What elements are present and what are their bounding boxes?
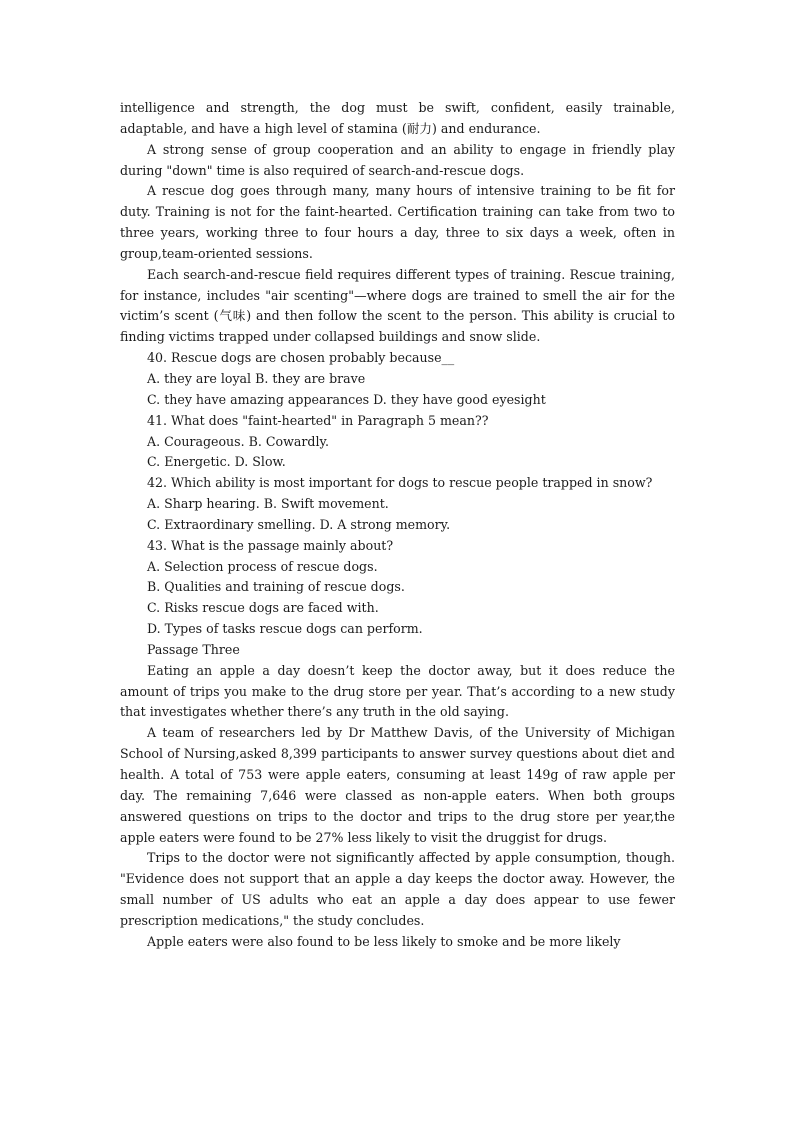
question-stem: 41. What does "faint-hearted" in Paragraph 5 mean?? (147, 412, 489, 428)
question-option: C. Risks rescue dogs are faced with. (147, 600, 379, 616)
paragraph: A strong sense of group cooperation and an ability to engage in friendly play during "down" time is also required of search-and-rescue dogs. (120, 141, 675, 178)
question-options: C. Extraordinary smelling. D. A strong memory. (147, 516, 451, 532)
document-body (120, 98, 675, 953)
question-options: A. Courageous. B. Cowardly. (147, 433, 329, 449)
question-stem: 42. Which ability is most important for dogs to rescue people trapped in snow? (147, 475, 653, 491)
paragraph: A rescue dog goes through many, many hours of intensive training to be fit for duty. Training is not for the faint-hearted. Certification training can take from two to three years, working three to four hours a day, three to six days a week, often in group,team-oriented sessions. (120, 183, 675, 261)
paragraph: Trips to the doctor were not significantly affected by apple consumption, though. "Evidence does not support that an apple a day keeps the doctor away. However, the small number of US adults who eat an apple a day does appear to use fewer prescription medications," the study concludes. (120, 850, 675, 928)
paragraph: intelligence and strength, the dog must be swift, confident, easily trainable, adaptable, and have a high level of stamina (耐力) and endurance. (120, 100, 675, 136)
paragraph: A team of researchers led by Dr Matthew Davis, of the University of Michigan School of Nursing,asked 8,399 participants to answer survey questions about diet and health. A total of 753 were apple eaters, consuming at least 149g of raw apple per day. The remaining 7,646 were classed as non-apple eaters. When both groups answered questions on trips to the doctor and trips to the drug store per year,the apple eaters were found to be 27% less likely to visit the druggist for drugs. (120, 725, 675, 845)
question-options: A. they are loyal B. they are brave (147, 370, 366, 386)
question-options: C. Energetic. D. Slow. (147, 454, 286, 470)
question-stem: 43. What is the passage mainly about? (147, 537, 394, 553)
paragraph: Apple eaters were also found to be less likely to smoke and be more likely (147, 933, 621, 949)
question-option: B. Qualities and training of rescue dogs. (147, 579, 405, 595)
paragraph: Each search-and-rescue field requires different types of training. Rescue training, for instance, includes "air scenting"—where dogs are trained to smell the air for the victim’s scent (气味) and then follow the scent to the person. This ability is crucial to finding victims trapped under collapsed buildings and snow slide. (120, 266, 675, 345)
question-option: D. Types of tasks rescue dogs can perform. (147, 621, 423, 637)
question-options: A. Sharp hearing. B. Swift movement. (147, 496, 389, 512)
passage-title: Passage Three (147, 641, 240, 657)
paragraph: Eating an apple a day doesn’t keep the doctor away, but it does reduce the amount of trips you make to the drug store per year. That’s according to a new study that investigates whether there’s any truth in the old saying. (120, 662, 675, 720)
question-option: A. Selection process of rescue dogs. (147, 558, 378, 574)
question-stem: 40. Rescue dogs are chosen probably because__ (147, 350, 455, 366)
question-options: C. they have amazing appearances D. they have good eyesight (147, 391, 546, 407)
